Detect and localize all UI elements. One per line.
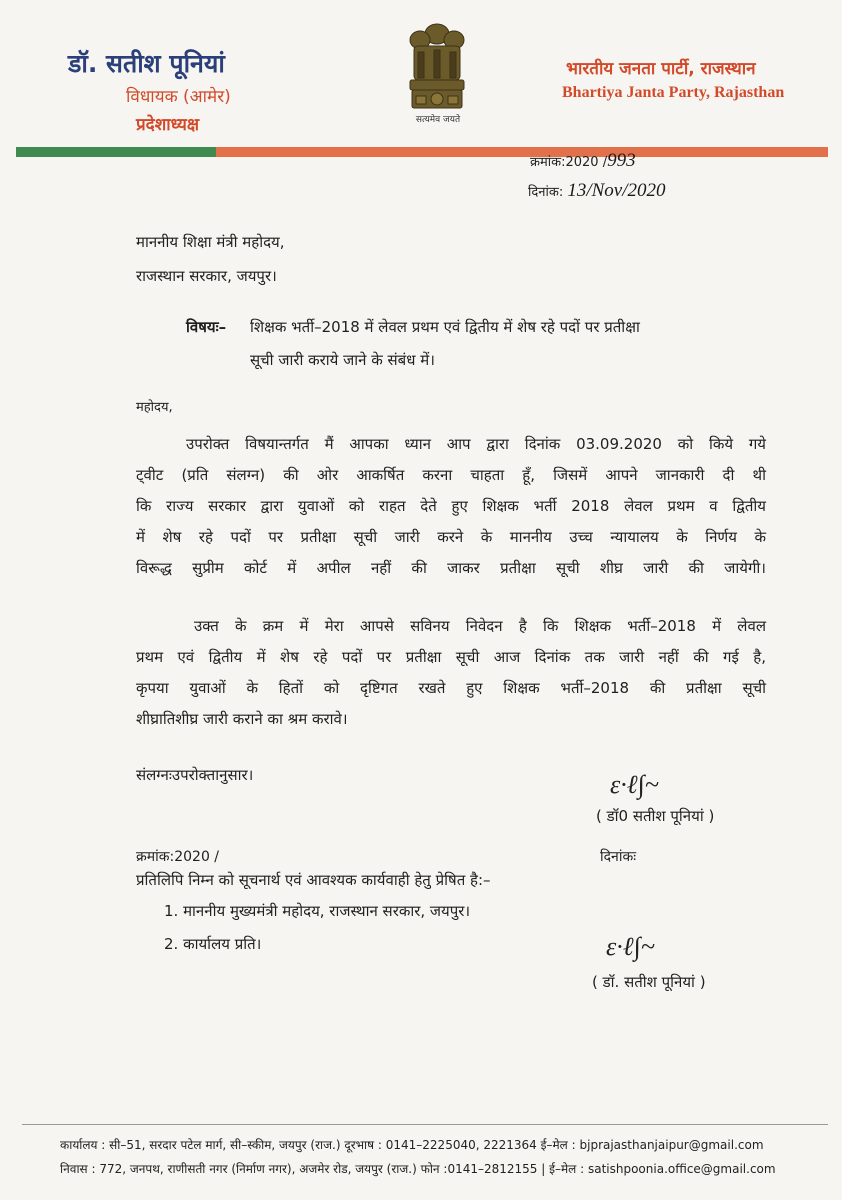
letterhead-name: डॉ. सतीश पूनियां <box>68 49 225 78</box>
signature-2-mark: ε·ℓ∫~ <box>606 932 655 961</box>
subject-line2: सूची जारी कराये जाने के संबंध में। <box>250 351 435 369</box>
letterhead-band-orange <box>216 147 828 157</box>
paragraph-1-line: कि राज्य सरकार द्वारा युवाओं को राहत देते हुए शिक्षक भर्ती 2018 लेवल प्रथम व द्वितीय <box>136 497 766 515</box>
copy-reference-number: क्रमांक:2020 / <box>136 849 220 865</box>
paragraph-1 <box>136 429 766 584</box>
footer-office-address: कार्यालय : सी–51, सरदार पटेल मार्ग, सी–स्कीम, जयपुर (राज.) दूरभाष : 0141–2225040, 2221364 ई–मेल : bjprajasthanjaipur@gmail.com <box>60 1138 764 1152</box>
emblem-motto: सत्यमेव जयते <box>415 115 461 125</box>
subject-line1: शिक्षक भर्ती–2018 में लेवल प्रथम एवं द्वितीय में शेष रहे पदों पर प्रतीक्षा <box>250 318 640 336</box>
reference-number <box>530 150 636 172</box>
paragraph-1-line: में शेष रहे पदों पर प्रतीक्षा सूची जारी करने के माननीय उच्च न्यायालय के निर्णय के <box>136 528 766 546</box>
salutation: महोदय, <box>136 400 173 415</box>
letterhead-constituency: विधायक (आमेर) <box>126 87 231 107</box>
paragraph-1-line: ट्वीट (प्रति संलग्न) की ओर आकर्षित करना चाहता हूँ, जिसमें आपने जानकारी दी थी <box>136 466 766 484</box>
subject-label: विषयः– <box>186 318 227 336</box>
paragraph-2-line: कृपया युवाओं के हितों को दृष्टिगत रखते हुए शिक्षक भर्ती–2018 की प्रतीक्षा सूची <box>136 679 766 697</box>
reference-date-label: दिनांक: <box>528 185 564 200</box>
signature-1-name: ( डॉ0 सतीश पूनियां ) <box>596 807 715 825</box>
addressee-line1: माननीय शिक्षा मंत्री महोदय, <box>136 233 285 251</box>
footer-residence-address: निवास : 772, जनपथ, राणीसती नगर (निर्माण नगर), अजमेर रोड, जयपुर (राज.) फोन :0141–2812155 | ई–मेल : satishpoonia.office@gmail.com <box>60 1162 776 1176</box>
signature-1-mark: ε·ℓ∫~ <box>610 770 659 799</box>
signature-2-name: ( डॉ. सतीश पूनियां ) <box>592 973 706 991</box>
paragraph-1-line: विरूद्ध सुप्रीम कोर्ट में अपील नहीं की जाकर प्रतीक्षा सूची शीघ्र जारी की जायेगी। <box>136 559 766 577</box>
paragraph-1-line: उपरोक्त विषयान्तर्गत मैं आपका ध्यान आप द्वारा दिनांक 03.09.2020 को किये गये <box>186 435 766 453</box>
copy-date-label: दिनांकः <box>600 849 637 865</box>
reference-number-label: क्रमांक:2020 / <box>530 155 608 170</box>
party-name-english: Bhartiya Janta Party, Rajasthan <box>562 84 785 101</box>
letterhead-band-green <box>16 147 216 157</box>
footer-divider <box>22 1124 828 1125</box>
copy-list-item: 1. माननीय मुख्यमंत्री महोदय, राजस्थान सरकार, जयपुर। <box>164 902 471 920</box>
paragraph-2 <box>136 611 766 735</box>
copy-list-item: 2. कार्यालय प्रति। <box>164 935 262 953</box>
enclosure-note: संलग्नःउपरोक्तानुसार। <box>136 766 254 784</box>
addressee-line2: राजस्थान सरकार, जयपुर। <box>136 267 277 285</box>
paragraph-2-line: प्रथम एवं द्वितीय में शेष रहे पदों पर प्रतीक्षा सूची आज दिनांक तक जारी नहीं की गई है, <box>136 648 766 666</box>
paragraph-2-line: उक्त के क्रम में मेरा आपसे सविनय निवेदन है कि शिक्षक भर्ती–2018 में लेवल <box>194 617 766 635</box>
reference-date-value: 13/Nov/2020 <box>567 180 666 201</box>
paragraph-2-line: शीघ्रातिशीघ्र जारी कराने का श्रम करावे। <box>136 710 348 728</box>
letterhead-post: प्रदेशाध्यक्ष <box>136 115 200 135</box>
reference-number-value: 993 <box>607 150 636 171</box>
party-name-hindi: भारतीय जनता पार्टी, राजस्थान <box>566 59 756 79</box>
copy-intro: प्रतिलिपि निम्न को सूचनार्थ एवं आवश्यक कार्यवाही हेतु प्रेषित है:– <box>136 871 491 889</box>
reference-date <box>528 180 666 202</box>
